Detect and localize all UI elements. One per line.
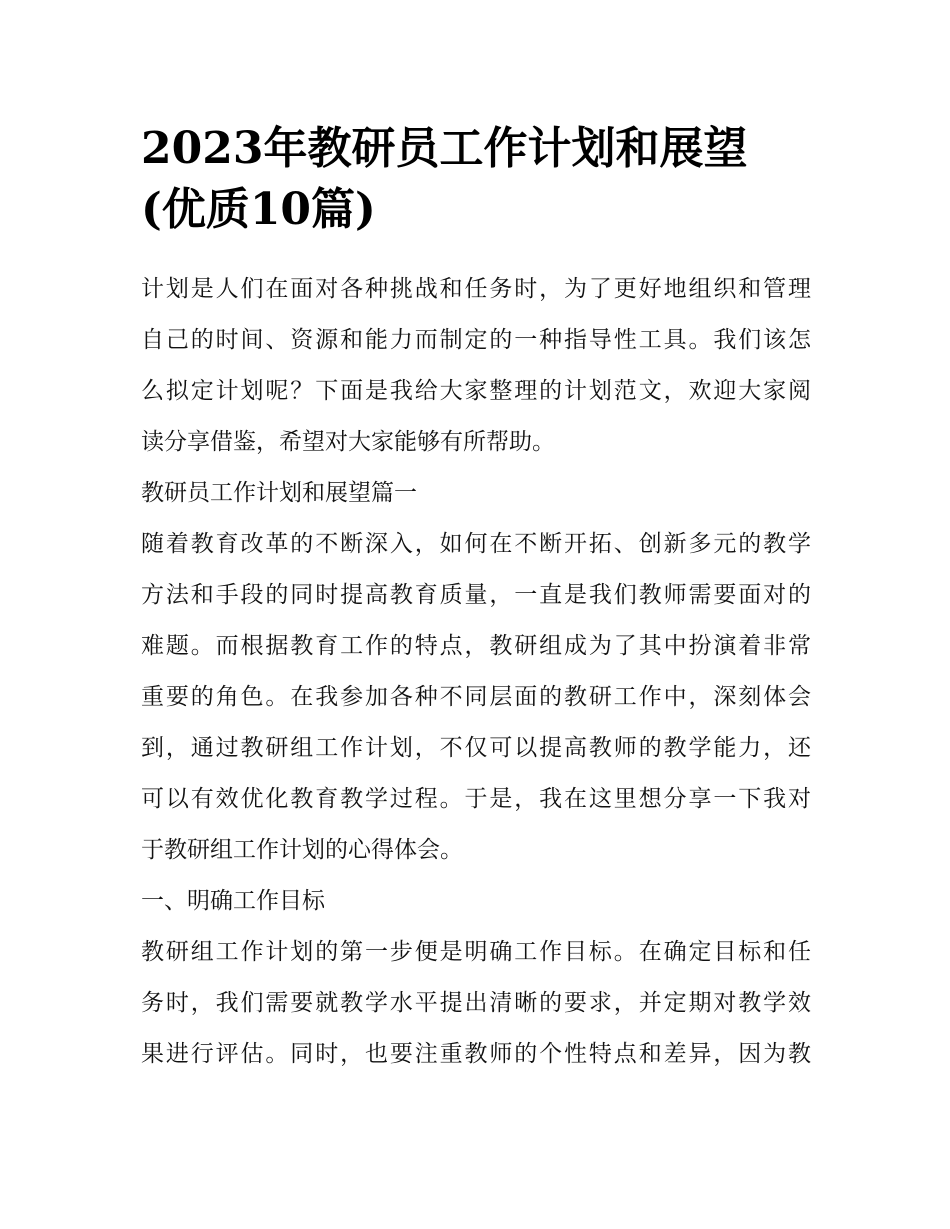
title-line: 2023年教研员工作计划和展望 <box>141 123 748 174</box>
text-line: 到，通过教研组工作计划，不仅可以提高教师的教学能力，还 <box>141 735 811 761</box>
text-line: 难题。而根据教育工作的特点，教研组成为了其中扮演着非常 <box>141 633 811 659</box>
text-line: 教研组工作计划的第一步便是明确工作目标。在确定目标和任 <box>141 939 811 965</box>
body-paragraph <box>141 927 811 1080</box>
text-line: 重要的角色。在我参加各种不同层面的教研工作中，深刻体会 <box>141 684 811 710</box>
title-line: (优质10篇) <box>141 184 376 235</box>
text-line: 可以有效优化教育教学过程。于是，我在这里想分享一下我对 <box>141 786 811 812</box>
text-line: 于教研组工作计划的心得体会。 <box>141 837 463 863</box>
text-line: 方法和手段的同时提高教育质量，一直是我们教师需要面对的 <box>141 582 811 608</box>
heading-line: 一、明确工作目标 <box>141 888 325 914</box>
intro-paragraph <box>141 264 811 468</box>
section-heading <box>141 876 811 927</box>
text-line: 随着教育改革的不断深入，如何在不断开拓、创新多元的教学 <box>141 531 811 557</box>
document-title <box>141 118 811 240</box>
document-body <box>141 264 811 1080</box>
document-content <box>141 118 811 1080</box>
text-line: 果进行评估。同时，也要注重教师的个性特点和差异，因为教 <box>141 1041 811 1067</box>
section-heading <box>141 468 811 519</box>
text-line: 自己的时间、资源和能力而制定的一种指导性工具。我们该怎 <box>141 327 811 353</box>
text-line: 计划是人们在面对各种挑战和任务时，为了更好地组织和管理 <box>141 276 811 302</box>
text-line: 读分享借鉴，希望对大家能够有所帮助。 <box>141 429 555 455</box>
heading-line: 教研员工作计划和展望篇一 <box>141 480 417 506</box>
text-line: 务时，我们需要就教学水平提出清晰的要求，并定期对教学效 <box>141 990 811 1016</box>
text-line: 么拟定计划呢？下面是我给大家整理的计划范文，欢迎大家阅 <box>141 378 811 404</box>
body-paragraph <box>141 519 811 876</box>
